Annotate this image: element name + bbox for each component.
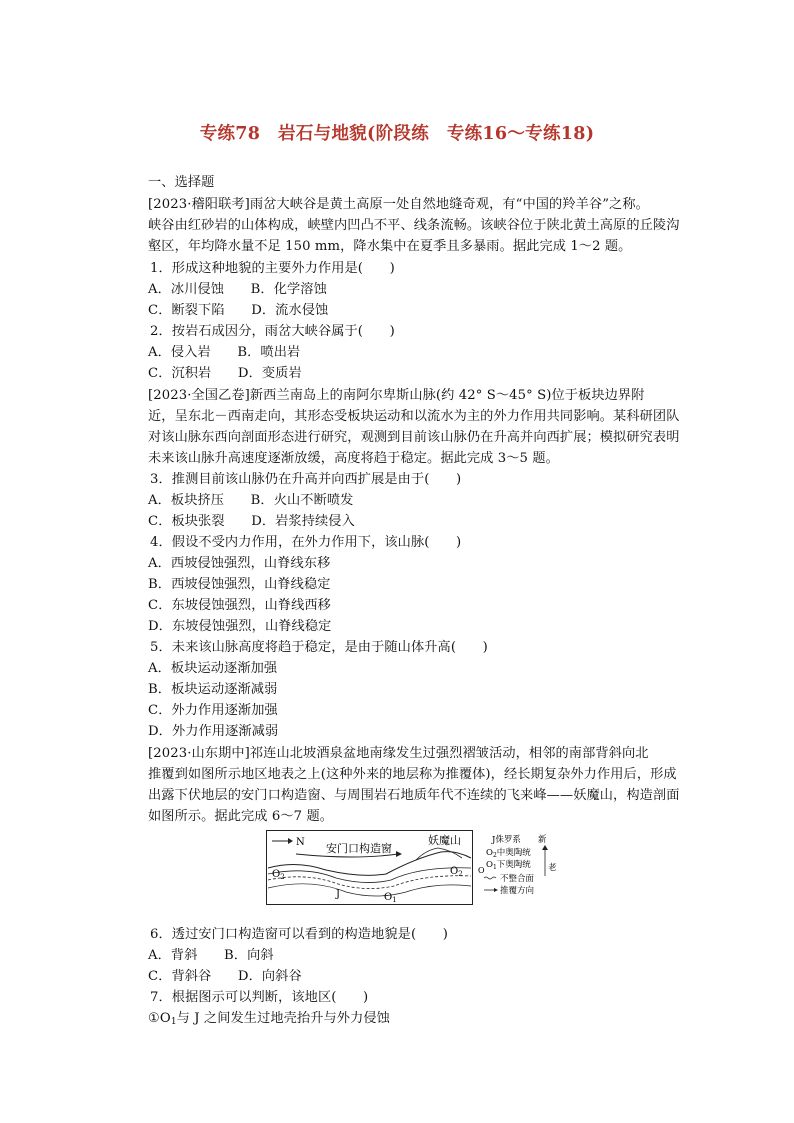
passage-1-line: 壑区，年均降水量不足 150 mm，降水集中在夏季且多暴雨。据此完成 1～2 题。 [148,239,632,254]
legend-unconformity: 不整合面 [500,874,535,884]
question-4-option-c: C．东坡侵蚀强烈，山脊线西移 [148,598,331,613]
passage-3-line: 如图所示。据此完成 6～7 题。 [148,809,334,824]
question-4-stem: 4．假设不受内力作用，在外力作用下，该山脉( ) [150,535,462,550]
stratum-o2-right-label: $O_2$ [450,866,463,878]
passage-1-line: 峡谷由红砂岩的山体构成，峡壁内凹凸不平、线条流畅。该峡谷位于陕北黄土高原的丘陵沟 [148,218,680,233]
page-title: 专练78 岩石与地貌(阶段练 专练16～专练18) [199,124,595,144]
passage-3-line: 推覆到如图所示地区地表之上(这种外来的地层称为推覆体)，经长期复杂外力作用后，形成 [148,767,677,782]
structural-cross-section-figure [266,830,566,906]
stratum-o1-label: $O_1$ [384,892,397,904]
question-6-stem: 6．透过安门口构造窗可以看到的构造地貌是( ) [150,927,449,942]
question-3-options: A．板块挤压 B．火山不断喷发 [148,493,354,508]
question-7-stem: 7．根据图示可以判断，该地区( ) [150,990,369,1005]
passage-3-line: 出露下伏地层的安门口构造窗、与周围岩石地质年代不连续的飞来峰——妖魔山，构造剖面 [148,788,680,803]
question-6-options: C．背斜谷 D．向斜谷 [148,969,302,984]
question-2-options: C．沉积岩 D．变质岩 [148,366,302,381]
legend-thrust-direction: 推覆方向 [500,886,535,896]
legend-o1: $O_1$下奥陶统 [486,860,531,871]
legend-thrust-arrowhead-icon [494,888,498,892]
passage-2-line: 未来该山脉升高速度逐渐放缓，高度将趋于稳定。据此完成 3～5 题。 [148,451,559,466]
legend-o-marker: O [478,866,485,875]
question-1-options: A．冰川侵蚀 B．化学溶蚀 [148,282,327,297]
question-2-options: A．侵入岩 B．喷出岩 [148,345,301,360]
legend-jurassic: J侏罗系 [492,835,521,845]
legend-unconformity-symbol [484,877,496,879]
section-heading: 一、选择题 [148,175,215,190]
stratum-o2-left-label: $O_2$ [272,869,285,881]
question-5-option-d: D．外力作用逐渐减弱 [148,724,279,739]
passage-2-line: 对该山脉东西向剖面形态进行研究，观测到目前该山脉仍在升高并向西扩展；模拟研究表明 [148,430,680,445]
question-3-options: C．板块张裂 D．岩浆持续侵入 [148,514,355,529]
question-4-option-d: D．东坡侵蚀强烈，山脊线稳定 [148,619,332,634]
stratum-j-label: J [336,889,341,900]
legend-old-label: 老 [548,863,557,873]
question-5-option-a: A．板块运动逐渐加强 [148,661,278,676]
question-4-option-a: A．西坡侵蚀强烈，山脊线东移 [148,556,331,571]
legend-age-arrowhead-icon [542,845,548,850]
north-label: N [296,837,305,848]
passage-3-line: [2023·山东期中]祁连山北坡酒泉盆地南缘发生过强烈褶皱活动，相邻的南部背斜向北 [148,746,649,761]
question-2-stem: 2．按岩石成因分，雨岔大峡谷属于( ) [150,324,395,339]
legend-new-label: 新 [538,835,547,845]
question-5-option-b: B．板块运动逐渐减弱 [148,682,278,697]
question-7-item-1: $①O_1$与 J 之间发生过地壳抬升与外力侵蚀 [148,1011,390,1027]
legend-o2: $O_2$中奥陶统 [486,848,531,859]
peak-label: 妖魔山 [428,834,461,847]
question-3-stem: 3．推测目前该山脉仍在升高并向西扩展是由于( ) [150,472,462,487]
question-5-stem: 5．未来该山脉高度将趋于稳定，是由于随山体升高( ) [150,640,488,655]
question-4-option-b: B．西坡侵蚀强烈，山脊线稳定 [148,577,331,592]
passage-2-line: [2023·全国乙卷]新西兰南岛上的南阿尔卑斯山脉(约 42° S～45° S)位于板块边界附 [148,388,645,403]
window-label: 安门口构造窗 [326,842,392,855]
question-1-stem: 1．形成这种地貌的主要外力作用是( ) [150,261,395,276]
passage-2-line: 近，呈东北－西南走向，其形态受板块运动和以流水为主的外力作用共同影响。某科研团队 [148,409,680,424]
passage-1-line: [2023·稽阳联考]雨岔大峡谷是黄土高原一处自然地缝奇观，有“中国的羚羊谷”之称。 [148,197,649,212]
question-1-options: C．断裂下陷 D．流水侵蚀 [148,303,329,318]
question-6-options: A．背斜 B．向斜 [148,948,274,963]
question-5-option-c: C．外力作用逐渐加强 [148,703,278,718]
